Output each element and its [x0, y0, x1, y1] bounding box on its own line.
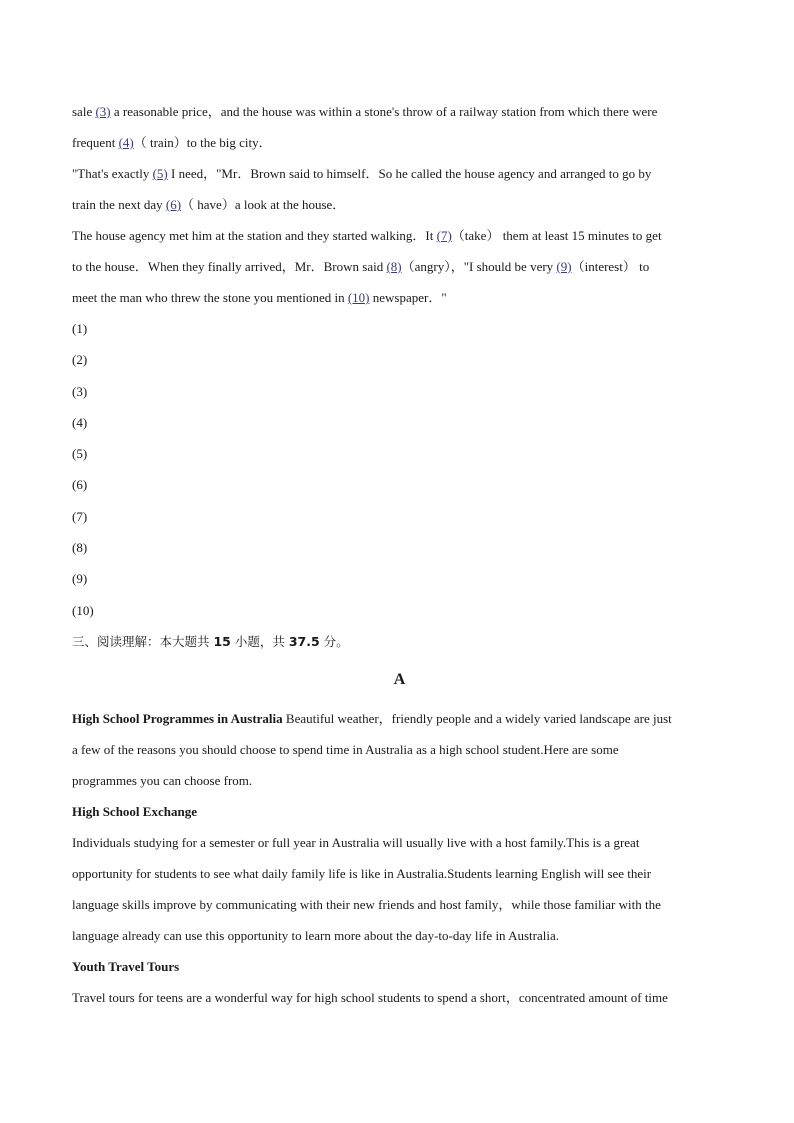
answer-number: (10): [72, 602, 94, 618]
passage-letter: A: [393, 670, 406, 688]
answer-number: (3): [72, 383, 88, 399]
answer-number: (4): [72, 414, 88, 430]
exchange-line-2: opportunity for students to see what daily family life is like in Australia.Students learning English will see their: [72, 865, 652, 881]
blank-4: (4): [118, 135, 134, 150]
answer-number: (8): [72, 540, 88, 556]
blank-6: (6): [165, 197, 182, 212]
answer-list: [72, 313, 722, 626]
cloze-line-4: train the next day (6)（ have）a look at the house．: [72, 197, 346, 212]
subheading-exchange: High School Exchange: [72, 803, 197, 819]
blank-10: (10): [347, 290, 370, 305]
cloze-line-7: meet the man who threw the stone you mentioned in (10) newspaper．": [72, 290, 447, 305]
blank-3: (3): [95, 104, 111, 119]
cloze-line-3: "That's exactly (5) I need，"Mr．Brown said to himself．So he called the house agency and arranged to go by: [72, 166, 652, 181]
answer-number: (5): [72, 446, 88, 462]
passage-intro-line-2: a few of the reasons you should choose to spend time in Australia as a high school student.Here are some: [72, 741, 619, 757]
passage-intro-line-3: programmes you can choose from.: [72, 772, 253, 788]
exchange-line-4: language already can use this opportunity to learn more about the day-to-day life in Australia.: [72, 927, 559, 943]
blank-9: (9): [556, 259, 572, 274]
answer-number: (2): [72, 352, 88, 368]
answer-number: (6): [72, 477, 88, 493]
exchange-line-3: language skills improve by communicating with their new friends and host family，while those familiar with the: [72, 896, 661, 912]
cloze-line-5: The house agency met him at the station and they started walking．It (7)（take） them at least 15 minutes to get: [72, 228, 662, 243]
answer-number: (1): [72, 321, 88, 336]
travel-line-1: Travel tours for teens are a wonderful way for high school students to spend a short，concentrated amount of time: [72, 989, 668, 1005]
passage-title: High School Programmes in Australia: [72, 710, 283, 726]
cloze-line-1: sale (3) a reasonable price，and the house was within a stone's throw of a railway station from which there were: [72, 104, 658, 119]
section-heading: 三、阅读理解：本大题共 15 小题，共 37.5 分。: [72, 633, 349, 649]
exchange-line-1: Individuals studying for a semester or full year in Australia will usually live with a host family.This is a great: [72, 834, 640, 850]
document-page: [72, 96, 722, 1013]
blank-7: (7): [436, 228, 452, 243]
blank-5: (5): [152, 166, 168, 181]
cloze-line-2: frequent (4)（ train）to the big city．: [72, 135, 272, 150]
subheading-travel: Youth Travel Tours: [72, 958, 180, 974]
answer-number: (9): [72, 571, 88, 587]
passage-intro-line-1: High School Programmes in Australia Beautiful weather，friendly people and a widely varied landscape are just: [72, 710, 672, 726]
blank-8: (8): [386, 259, 402, 274]
answer-number: (7): [72, 508, 88, 524]
cloze-line-6: to the house．When they finally arrived，Mr．Brown said (8)（angry），"I should be very (9)（interest） to: [72, 259, 650, 274]
